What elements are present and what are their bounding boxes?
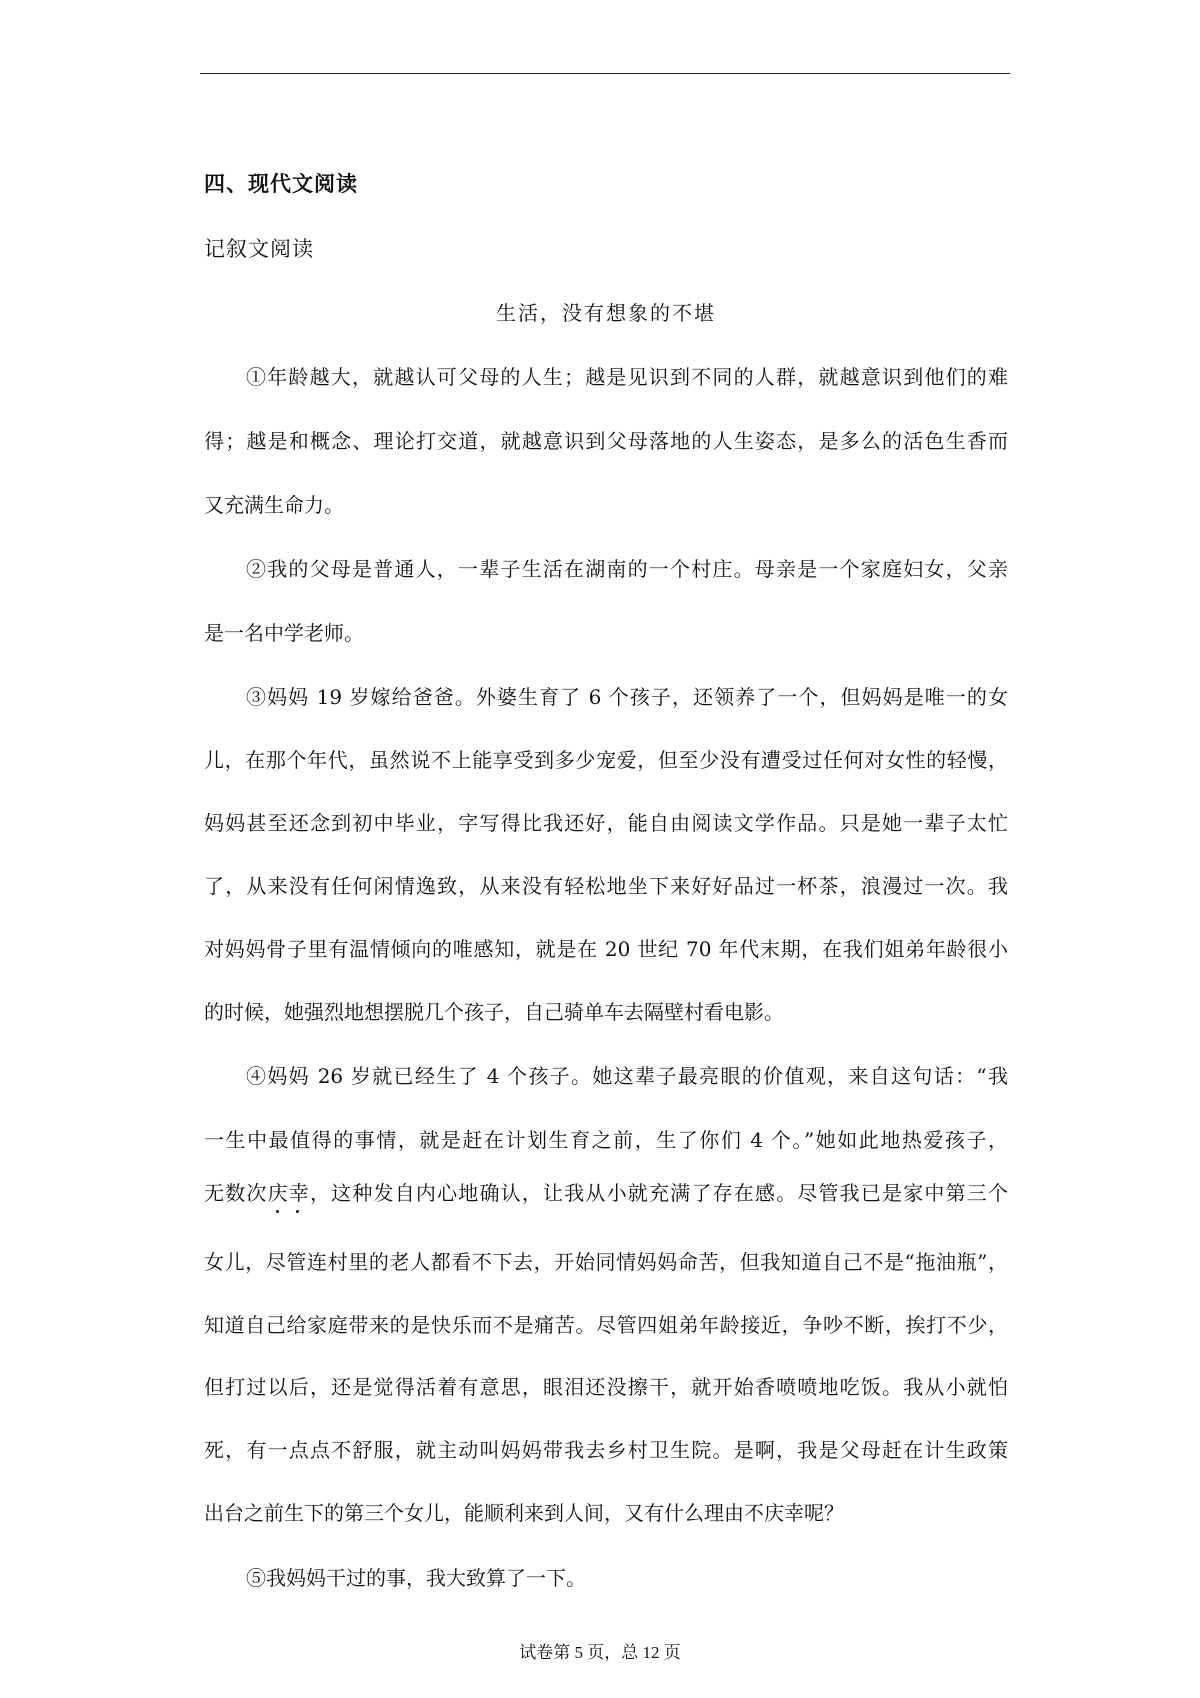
paragraph-3-line: 对妈妈骨子里有温情倾向的唯感知，就是在 20 世纪 70 年代末期，在我们姐弟年龄很小	[204, 937, 1008, 961]
paragraph-4-line: 知道自己给家庭带来的是快乐而不是痛苦。尽管四姐弟年龄接近，争吵不断，挨打不少，	[204, 1313, 1008, 1337]
paragraph-4-line: 但打过以后，还是觉得活着有意思，眼泪还没擦干，就开始香喷喷地吃饭。我从小就怕	[204, 1375, 1008, 1399]
page-footer: 试卷第 5 页，总 12 页	[519, 1643, 681, 1662]
paragraph-4-line: 无数次庆幸，这种发自内心地确认，让我从小就充满了存在感。尽管我已是家中第三个	[204, 1181, 1008, 1205]
paragraph-3-line: 妈妈甚至还念到初中毕业，字写得比我还好，能自由阅读文学作品。只是她一辈子太忙	[204, 811, 1008, 835]
emphasis-dot	[296, 1210, 299, 1213]
header-rule	[200, 73, 1010, 74]
paragraph-2-line: ②我的父母是普通人，一辈子生活在湖南的一个村庄。母亲是一个家庭妇女，父亲	[246, 557, 1008, 581]
paragraph-3-line: 了，从来没有任何闲情逸致，从来没有轻松地坐下来好好品过一杯茶，浪漫过一次。我	[204, 874, 1008, 898]
paragraph-1-line: 又充满生命力。	[204, 493, 344, 517]
paragraph-2-line: 是一名中学老师。	[204, 621, 364, 645]
paragraph-3-line: 儿，在那个年代，虽然说不上能享受到多少宠爱，但至少没有遭受过任何对女性的轻慢，	[204, 748, 1008, 772]
emphasis-dot	[276, 1210, 279, 1213]
paragraph-3-line: 的时候，她强烈地想摆脱几个孩子，自己骑单车去隔壁村看电影。	[204, 1000, 784, 1024]
paragraph-5-line: ⑤我妈妈干过的事，我大致算了一下。	[246, 1566, 586, 1590]
paragraph-1-line: 得；越是和概念、理论打交道，就越意识到父母落地的人生姿态，是多么的活色生香而	[204, 429, 1008, 453]
paragraph-4-line: 死，有一点点不舒服，就主动叫妈妈带我去乡村卫生院。是啊，我是父母赶在计生政策	[204, 1438, 1008, 1462]
subheading: 记叙文阅读	[204, 237, 314, 261]
paragraph-4-line: 女儿，尽管连村里的老人都看不下去，开始同情妈妈命苦，但我知道自己不是“拖油瓶”，	[204, 1250, 1008, 1274]
paragraph-3-line: ③妈妈 19 岁嫁给爸爸。外婆生育了 6 个孩子，还领养了一个，但妈妈是唯一的女	[246, 685, 1008, 709]
article-title: 生活，没有想象的不堪	[496, 301, 716, 325]
section-heading: 四、现代文阅读	[204, 172, 358, 196]
paragraph-4-line: 出台之前生下的第三个女儿，能顺利来到人间，又有什么理由不庆幸呢？	[204, 1501, 844, 1525]
paragraph-1-line: ①年龄越大，就越认可父母的人生；越是见识到不同的人群，就越意识到他们的难	[246, 365, 1008, 389]
paragraph-4-line: ④妈妈 26 岁就已经生了 4 个孩子。她这辈子最亮眼的价值观，来自这句话：“我	[246, 1064, 1008, 1088]
paragraph-4-line: 一生中最值得的事情，就是赶在计划生育之前，生了你们 4 个。”她如此地热爱孩子，	[204, 1128, 1008, 1152]
